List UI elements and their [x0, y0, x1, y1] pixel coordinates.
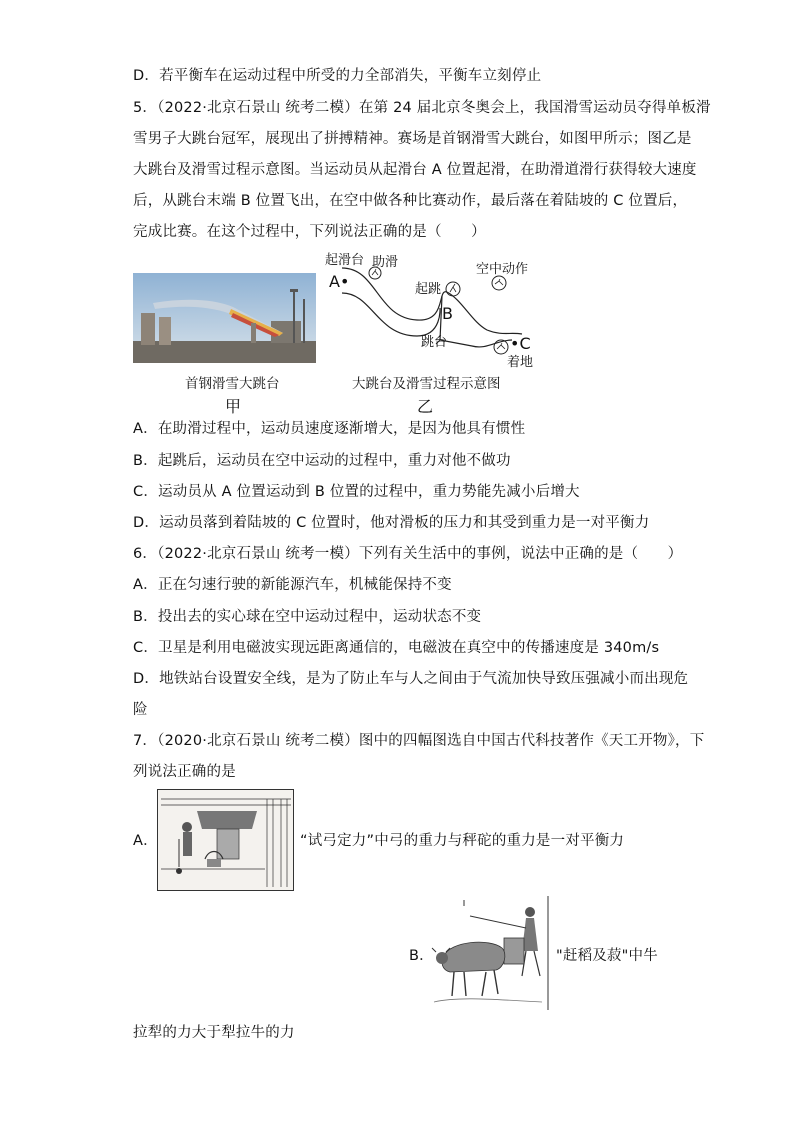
q5-option-b: B．起跳后，运动员在空中运动的过程中，重力对他不做功 [133, 453, 511, 469]
diagram-label-jump: 起跳 [415, 282, 442, 297]
q7-option-a-text: “试弓定力”中弓的重力与秤砣的重力是一对平衡力 [300, 833, 625, 849]
q7-stem-line-2: 列说法正确的是 [133, 764, 236, 780]
q5-option-a: A．在助滑过程中，运动员速度逐渐增大，是因为他具有惯性 [133, 421, 526, 437]
q5-option-c: C．运动员从 A 位置运动到 B 位置的过程中，重力势能先减小后增大 [133, 484, 580, 500]
q5-stem-line-2: 雪男子大跳台冠军，展现出了拼搏精神。赛场是首钢滑雪大跳台，如图甲所示；图乙是 [133, 131, 692, 147]
q7-option-b-text: "赶稻及菽"中牛 [556, 948, 658, 964]
diagram-label-b: B [442, 304, 453, 323]
q7-option-a-letter: A． [133, 833, 158, 849]
q7-option-b-cont: 拉犁的力大于犁拉牛的力 [133, 1025, 295, 1041]
diagram-label-air: 空中动作 [476, 262, 529, 277]
q5-stem-line-3: 大跳台及滑雪过程示意图。当运动员从起滑台 A 位置起滑，在助滑道滑行获得较大速度 [133, 162, 697, 178]
ski-jump-photo [133, 273, 316, 363]
fig-left-caption: 首钢滑雪大跳台 [185, 376, 280, 392]
diagram-label-start: 起滑台 [325, 253, 365, 268]
ox-plough-woodcut [430, 896, 552, 1010]
q6-option-b: B．投出去的实心球在空中运动过程中，运动状态不变 [133, 609, 482, 625]
fig-right-letter: 乙 [417, 397, 434, 416]
q4-option-d: D．若平衡车在运动过程中所受的力全部消失，平衡车立刻停止 [133, 68, 542, 84]
q7-option-b-letter: B． [409, 948, 434, 964]
diagram-label-slide: 助滑 [372, 255, 399, 270]
fig-left-letter: 甲 [225, 397, 242, 416]
q7-stem-line-1: 7．（2020·北京石景山 统考二模）图中的四幅图选自中国古代科技著作《天工开物》，下 [133, 733, 705, 749]
fig-right-caption: 大跳台及滑雪过程示意图 [352, 376, 501, 392]
q6-option-c: C．卫星是利用电磁波实现远距离通信的，电磁波在真空中的传播速度是 340m/s [133, 640, 660, 656]
q6-option-d-cont: 险 [133, 702, 148, 718]
diagram-label-a: A• [329, 272, 350, 291]
diagram-label-platform: 跳台 [421, 335, 448, 350]
q5-stem-line-4: 后，从跳台末端 B 位置飞出，在空中做各种比赛动作，最后落在着陆坡的 C 位置后， [133, 193, 688, 209]
q6-option-a: A．正在匀速行驶的新能源汽车，机械能保持不变 [133, 577, 452, 593]
q6-stem: 6．（2022·北京石景山 统考一模）下列有关生活中的事例，说法中正确的是（ ） [133, 546, 683, 562]
q5-stem-line-5: 完成比赛。在这个过程中，下列说法正确的是（ ） [133, 224, 486, 240]
q5-stem-line-1: 5．（2022·北京石景山 统考二模）在第 24 届北京冬奥会上，我国滑雪运动员夺得单板滑 [133, 100, 711, 116]
diagram-label-c: •C [510, 334, 531, 353]
diagram-label-land: 着地 [507, 355, 534, 370]
q6-option-d: D．地铁站台设置安全线，是为了防止车与人之间由于气流加快导致压强减小而出现危 [133, 671, 689, 687]
bow-test-woodcut [157, 789, 294, 891]
q5-option-d: D．运动员落到着陆坡的 C 位置时，他对滑板的压力和其受到重力是一对平衡力 [133, 515, 650, 531]
